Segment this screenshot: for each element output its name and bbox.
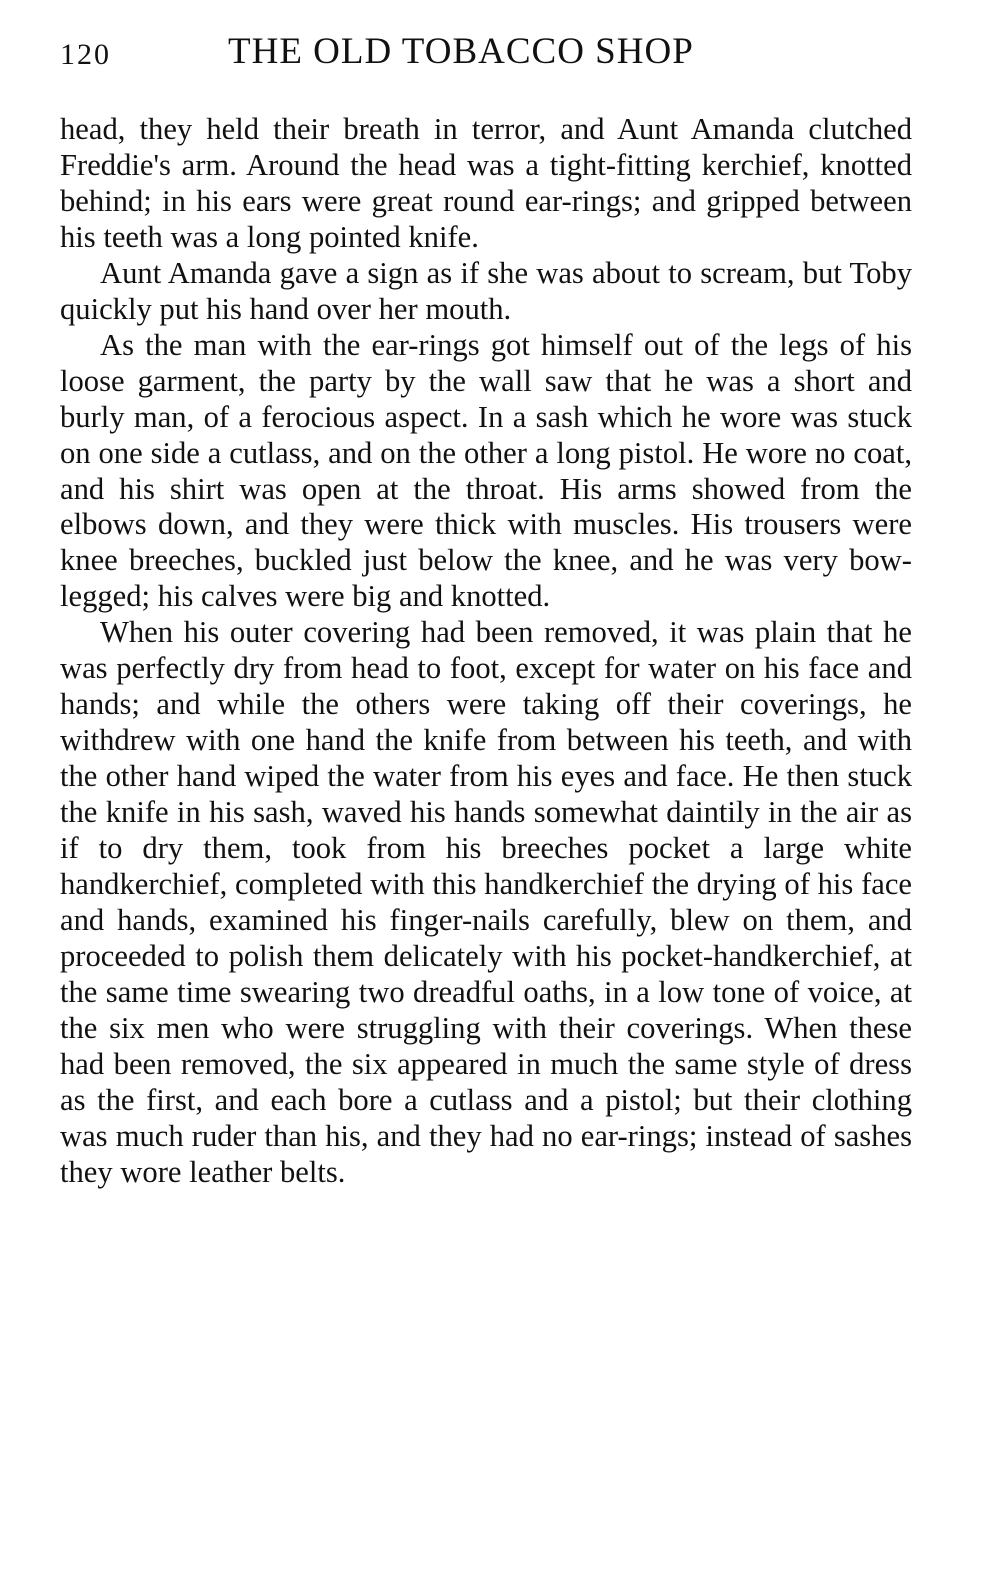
paragraph-2: Aunt Amanda gave a sign as if she was about to scream, but Toby quickly put his hand over her mouth.	[60, 255, 912, 326]
paragraph-1: head, they held their breath in terror, and Aunt Amanda clutched Freddie's arm. Around the head was a tight-fitting kerchief, knotted behind; in his ears were great round ear-rings; and gripped between his teeth was a long pointed knife.	[60, 112, 912, 254]
page-number: 120	[60, 38, 111, 71]
page-header	[60, 30, 920, 80]
body-text	[60, 112, 912, 1191]
running-head: THE OLD TOBACCO SHOP	[228, 31, 694, 72]
paragraph-4: When his outer covering had been removed, it was plain that he was perfectly dry from head to foot, except for water on his face and hands; and while the others were taking off their coverings, he withdrew with one hand the knife from between his teeth, and with the other hand wiped the water from his eyes and face. He then stuck the knife in his sash, waved his hands somewhat daintily in the air as if to dry them, took from his breeches pocket a large white handkerchief, completed with this handkerchief the drying of his face and hands, examined his finger-nails carefully, blew on them, and proceeded to polish them delicately with his pocket-handkerchief, at the same time swearing two dreadful oaths, in a low tone of voice, at the six men who were struggling with their coverings. When these had been removed, the six appeared in much the same style of dress as the first, and each bore a cutlass and a pistol; but their clothing was much ruder than his, and they had no ear-rings; instead of sashes they wore leather belts.	[60, 615, 912, 1189]
paragraph-3: As the man with the ear-rings got himself out of the legs of his loose garment, the party by the wall saw that he was a short and burly man, of a ferocious aspect. In a sash which he wore was stuck on one side a cutlass, and on the other a long pistol. He wore no coat, and his shirt was open at the throat. His arms showed from the elbows down, and they were thick with muscles. His trousers were knee breeches, buckled just below the knee, and he was very bow-legged; his calves were big and knotted.	[60, 327, 912, 614]
